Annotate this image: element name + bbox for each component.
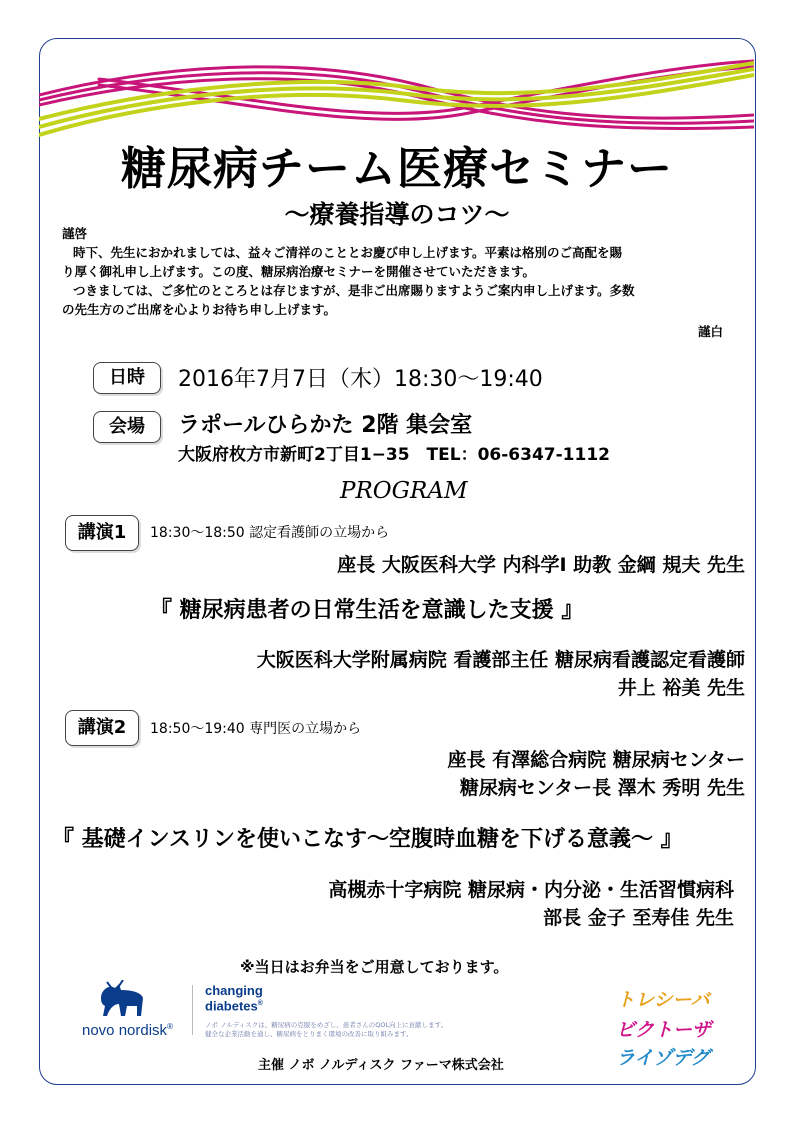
product-logo-victoza: ビクトーザ <box>616 1019 712 1041</box>
lecture2-chair-line1: 座長 有澤総合病院 糖尿病センター <box>447 749 745 771</box>
changing-diabetes-desc2: 健全な企業活動を通し、糖尿病をとりまく環境の改善に取り組みます。 <box>205 1030 413 1038</box>
organizer: 主催 ノボ ノルディスク ファーマ株式会社 <box>258 1058 504 1073</box>
lecture1-topic: 『 糖尿病患者の日常生活を意識した支援 』 <box>150 598 584 623</box>
changing-diabetes-line2: diabetes <box>205 998 258 1014</box>
greeting-opening: 謹啓 <box>62 226 88 241</box>
lecture2-label: 講演2 <box>65 710 139 746</box>
changing-diabetes-line1: changing <box>205 983 263 998</box>
logo-divider <box>192 985 193 1035</box>
lecture1-time: 18:30～18:50 認定看護師の立場から <box>150 525 390 541</box>
greeting-line: つきましては、ご多忙のところとは存じますが、是非ご出席賜りますようご案内申し上げます。多数 <box>73 283 635 298</box>
page-subtitle: ～療養指導のコツ～ <box>284 200 510 229</box>
venue-address: 大阪府枚方市新町2丁目1−35 TEL：06-6347-1112 <box>178 445 610 465</box>
greeting-line: の先生方のご出席を心よりお待ち申し上げます。 <box>62 302 337 317</box>
lecture1-speaker-name: 井上 裕美 先生 <box>617 677 745 699</box>
changing-diabetes-desc1: ノボ ノルディスクは、糖尿病の克服をめざし、患者さんのQOL向上に貢献します。 <box>205 1021 448 1029</box>
datetime-label: 日時 <box>93 362 161 394</box>
lunch-note: ※当日はお弁当をご用意しております。 <box>240 958 509 976</box>
lecture2-speaker-affiliation: 高槻赤十字病院 糖尿病・内分泌・生活習慣病科 <box>328 879 734 901</box>
lecture2-time: 18:50～19:40 専門医の立場から <box>150 721 362 737</box>
greeting-closing: 謹白 <box>698 324 724 339</box>
page-title: 糖尿病チーム医療セミナー <box>120 142 673 195</box>
datetime-value: 2016年7月7日（木）18:30～19:40 <box>178 367 543 392</box>
lecture2-chair-line2: 糖尿病センター長 澤木 秀明 先生 <box>459 777 745 799</box>
greeting-line: 時下、先生におかれましては、益々ご清祥のこととお慶び申し上げます。平素は格別のご高配を賜 <box>73 245 623 260</box>
lecture2-topic: 『 基礎インスリンを使いこなす～空腹時血糖を下げる意義～ 』 <box>52 827 683 852</box>
novo-nordisk-wordmark: novo nordisk <box>82 1022 168 1039</box>
venue-label: 会場 <box>93 411 161 443</box>
product-logo-tresiba: トレシーバ <box>616 989 710 1011</box>
novo-nordisk-bull-icon <box>97 980 149 1020</box>
greeting-line: り厚く御礼申し上げます。この度、糖尿病治療セミナーを開催させていただきます。 <box>62 264 536 279</box>
lecture1-chair: 座長 大阪医科大学 内科学Ⅰ 助教 金綱 規夫 先生 <box>337 554 745 576</box>
lecture1-label: 講演1 <box>65 515 139 551</box>
lecture2-speaker-name: 部長 金子 至寿佳 先生 <box>543 907 734 929</box>
product-logo-ryzodeg: ライゾデグ <box>616 1047 710 1069</box>
changing-diabetes-logo <box>205 984 263 1012</box>
novo-nordisk-logo-text <box>82 1022 173 1039</box>
program-heading: PROGRAM <box>340 478 468 504</box>
registered-mark: ® <box>167 1022 173 1031</box>
registered-mark: ® <box>257 1000 263 1007</box>
lecture1-speaker-affiliation: 大阪医科大学附属病院 看護部主任 糖尿病看護認定看護師 <box>256 649 745 671</box>
venue-name: ラポールひらかた 2階 集会室 <box>178 413 473 438</box>
